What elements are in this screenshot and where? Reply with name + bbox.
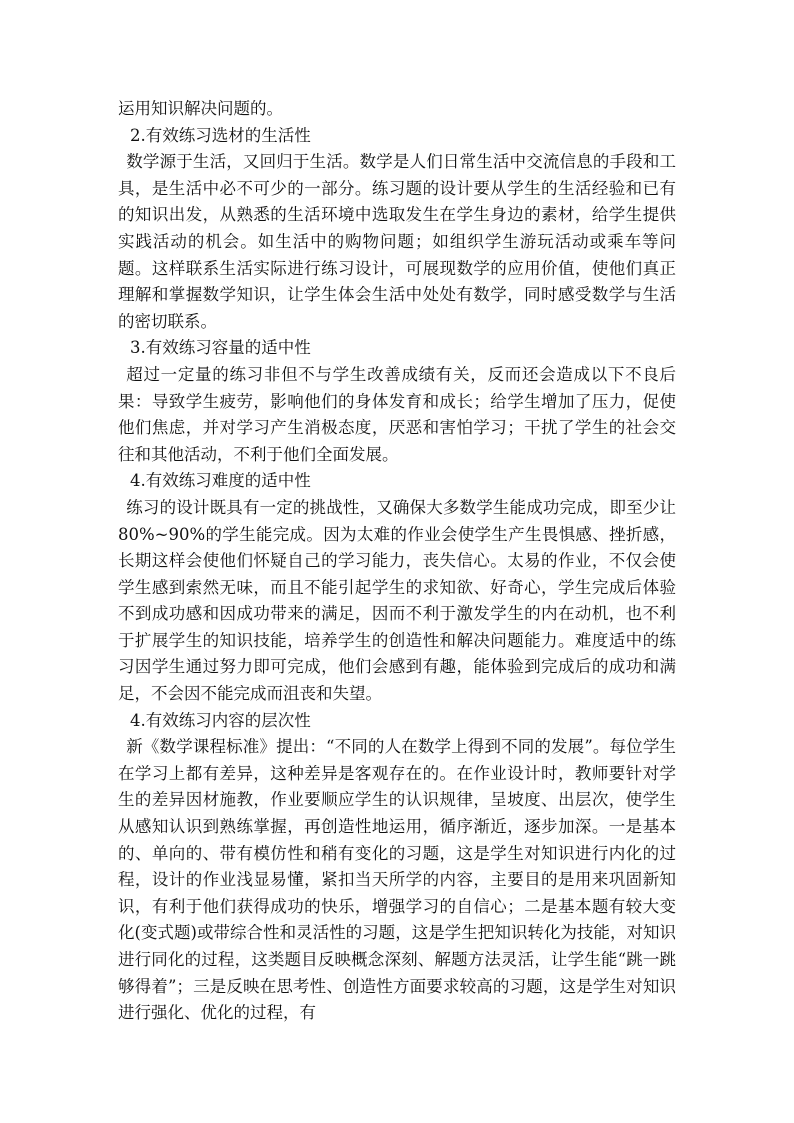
document-page — [118, 96, 676, 1027]
section-body-moderate-quantity: 超过一定量的练习非但不与学生改善成绩有关，反而还会造成以下不良后果：导致学生疲劳，影响他们的身体发育和成长；给学生增加了压力，促使他们焦虑，并对学习产生消极态度，厌恶和害怕学习；干扰了学生的社会交往和其他活动，不利于他们全面发展。 — [118, 364, 676, 464]
section-body-moderate-difficulty: 练习的设计既具有一定的挑战性，又确保大多数学生能成功完成，即至少让 80%~90%的学生能完成。因为太难的作业会使学生产生畏惧感、挫折感，长期这样会使他们怀疑自己的学习能力，丧失信心。太易的作业，不仅会使学生感到索然无味，而且不能引起学生的求知欲、好奇心，学生完成后体验不到成功感和因成功带来的满足，因而不利于激发学生的内在动机，也不利于扩展学生的知识技能，培养学生的创造性和解决问题能力。难度适中的练习因学生通过努力即可完成，他们会感到有趣，能体验到完成后的成功和满足，不会因不能完成而沮丧和失望。 — [118, 497, 676, 704]
section-body-life-relevance: 数学源于生活，又回归于生活。数学是人们日常生活中交流信息的手段和工具，是生活中必不可少的一部分。练习题的设计要从学生的生活经验和已有的知识出发，从熟悉的生活环境中选取发生在学生身边的素材，给学生提供实践活动的机会。如生活中的购物问题；如组织学生游玩活动或乘车等问题。这样联系生活实际进行练习设计，可展现数学的应用价值，使他们真正理解和掌握数学知识，让学生体会生活中处处有数学，同时感受数学与生活的密切联系。 — [118, 152, 676, 331]
section-heading-content-levels: 4.有效练习内容的层次性 — [130, 710, 311, 730]
section-heading-moderate-difficulty: 4.有效练习难度的适中性 — [130, 471, 311, 491]
section-heading-life-relevance: 2.有效练习选材的生活性 — [130, 125, 311, 145]
section-body-content-levels: 新《数学课程标准》提出：“不同的人在数学上得到不同的发展”。每位学生在学习上都有差异，这种差异是客观存在的。在作业设计时，教师要针对学生的差异因材施教，作业要顺应学生的认识规律，呈坡度、出层次，使学生从感知认识到熟练掌握，再创造性地运用，循序渐近，逐步加深。一是基本的、单向的、带有模仿性和稍有变化的习题，这是学生对知识进行内化的过程，设计的作业浅显易懂，紧扣当天所学的内容，主要目的是用来巩固新知识，有利于他们获得成功的快乐，增强学习的自信心；二是基本题有较大变化(变式题)或带综合性和灵活性的习题，这是学生把知识转化为技能，对知识进行同化的过程，这类题目反映概念深刻、解题方法灵活，让学生能“跳一跳够得着”；三是反映在思考性、创造性方面要求较高的习题，这是学生对知识进行强化、优化的过程，有 — [118, 737, 676, 1023]
section-heading-moderate-quantity: 3.有效练习容量的适中性 — [130, 338, 311, 358]
opening-line: 运用知识解决问题的。 — [118, 99, 283, 118]
